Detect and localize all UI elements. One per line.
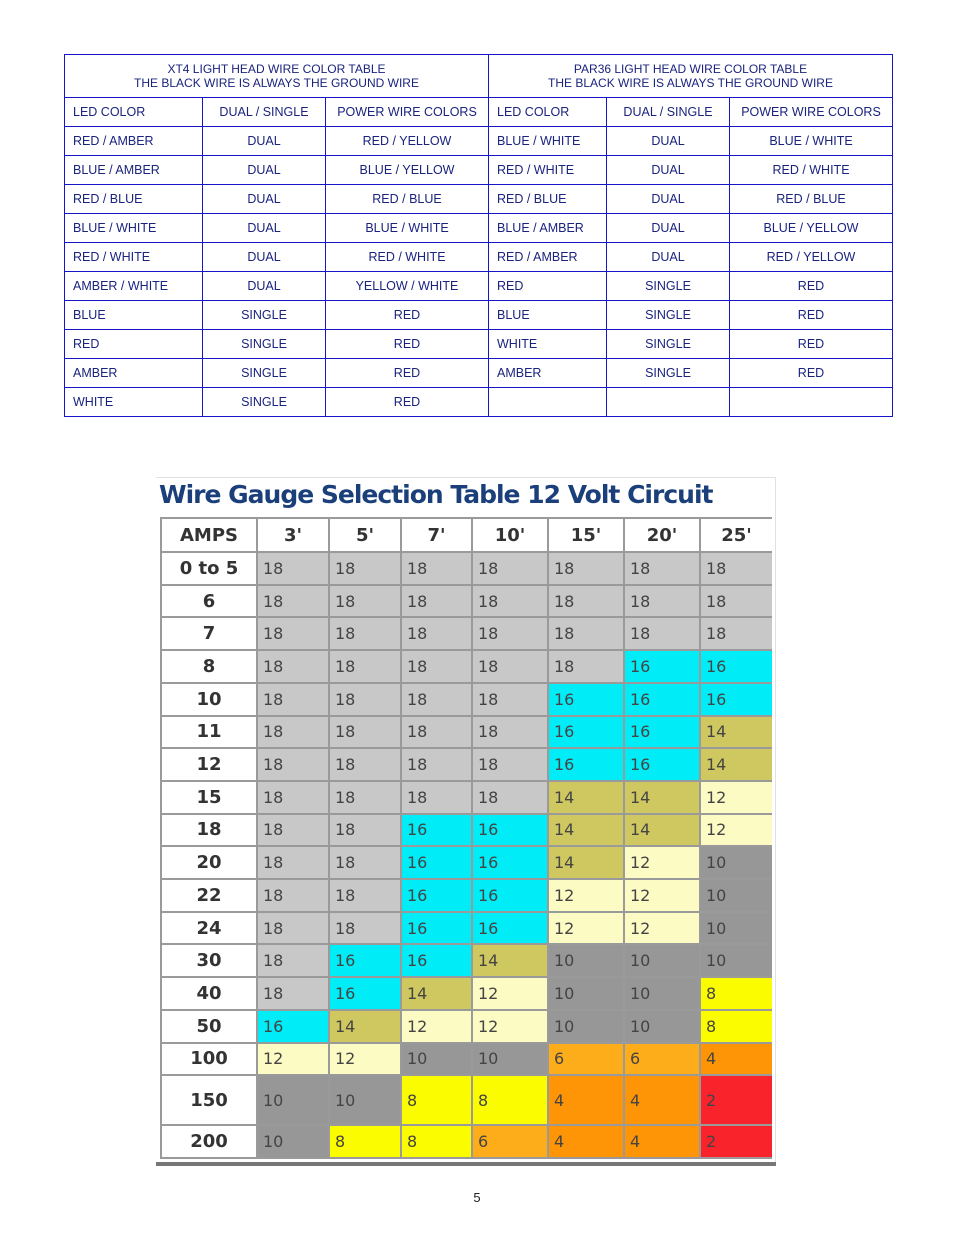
gauge-value-cell: 14 [625, 815, 699, 846]
gauge-value-cell: 8 [402, 1126, 471, 1157]
gauge-value-cell: 14 [701, 717, 772, 748]
length-column-header: 15' [549, 519, 623, 551]
gauge-value-cell: 6 [549, 1044, 623, 1075]
xt4-cell: DUAL [203, 214, 326, 243]
gauge-value-cell: 18 [402, 684, 471, 715]
length-column-header: 25' [701, 519, 772, 551]
xt4-cell: AMBER [65, 359, 203, 388]
par36-cell: RED / WHITE [730, 156, 893, 185]
xt4-cell: AMBER / WHITE [65, 272, 203, 301]
gauge-value-cell: 10 [473, 1044, 547, 1075]
par36-cell: BLUE / WHITE [730, 127, 893, 156]
par36-cell: BLUE / AMBER [489, 214, 607, 243]
length-column-header: 7' [402, 519, 471, 551]
gauge-value-cell: 18 [549, 553, 623, 584]
xt4-cell: DUAL [203, 156, 326, 185]
amps-column-header: AMPS [162, 519, 256, 551]
gauge-value-cell: 6 [473, 1126, 547, 1157]
gauge-value-cell: 12 [701, 815, 772, 846]
gauge-value-cell: 18 [258, 749, 328, 780]
xt4-ground-note: THE BLACK WIRE IS ALWAYS THE GROUND WIRE [134, 76, 419, 90]
table-row [65, 127, 893, 156]
table-row [65, 243, 893, 272]
gauge-value-cell: 18 [258, 847, 328, 878]
gauge-value-cell: 18 [549, 618, 623, 649]
amps-value: 0 to 5 [162, 553, 256, 584]
gauge-value-cell: 16 [625, 717, 699, 748]
par36-cell: BLUE / WHITE [489, 127, 607, 156]
gauge-value-cell: 16 [402, 815, 471, 846]
gauge-value-cell: 16 [330, 945, 400, 976]
gauge-value-cell: 14 [549, 815, 623, 846]
gauge-value-cell: 18 [330, 684, 400, 715]
gauge-value-cell: 18 [330, 782, 400, 813]
xt4-cell: RED / AMBER [65, 127, 203, 156]
gauge-value-cell: 18 [258, 717, 328, 748]
gauge-value-cell: 12 [701, 782, 772, 813]
gauge-value-cell: 18 [330, 913, 400, 944]
gauge-value-cell: 8 [701, 978, 772, 1009]
gauge-value-cell: 16 [473, 815, 547, 846]
amps-value: 7 [162, 618, 256, 649]
gauge-value-cell: 10 [701, 847, 772, 878]
par36-column-header: DUAL / SINGLE [607, 98, 730, 127]
gauge-value-cell: 18 [258, 815, 328, 846]
table-row [65, 301, 893, 330]
amps-value: 40 [162, 978, 256, 1009]
gauge-value-cell: 16 [258, 1011, 328, 1042]
gauge-value-cell: 14 [549, 782, 623, 813]
gauge-value-cell: 12 [625, 847, 699, 878]
gauge-value-cell: 16 [402, 945, 471, 976]
gauge-value-cell: 8 [330, 1126, 400, 1157]
amps-value: 20 [162, 847, 256, 878]
gauge-value-cell: 18 [549, 586, 623, 617]
amps-value: 15 [162, 782, 256, 813]
xt4-cell: RED [326, 359, 489, 388]
gauge-value-cell: 10 [402, 1044, 471, 1075]
gauge-value-cell: 18 [330, 815, 400, 846]
gauge-value-cell: 12 [258, 1044, 328, 1075]
par36-cell: DUAL [607, 185, 730, 214]
gauge-value-cell: 18 [701, 586, 772, 617]
gauge-value-cell: 12 [473, 978, 547, 1009]
gauge-value-cell: 18 [473, 586, 547, 617]
amps-value: 8 [162, 651, 256, 682]
gauge-value-cell: 10 [258, 1126, 328, 1157]
par36-cell: SINGLE [607, 301, 730, 330]
par36-cell: RED / AMBER [489, 243, 607, 272]
xt4-cell: BLUE [65, 301, 203, 330]
par36-ground-note: THE BLACK WIRE IS ALWAYS THE GROUND WIRE [548, 76, 833, 90]
gauge-value-cell: 10 [701, 913, 772, 944]
gauge-value-cell: 10 [701, 945, 772, 976]
gauge-value-cell: 18 [701, 618, 772, 649]
par36-cell: RED [730, 301, 893, 330]
gauge-value-cell: 14 [549, 847, 623, 878]
par36-cell: RED / YELLOW [730, 243, 893, 272]
amps-value: 10 [162, 684, 256, 715]
xt4-title-line: XT4 LIGHT HEAD WIRE COLOR TABLE [167, 62, 386, 76]
gauge-value-cell: 14 [473, 945, 547, 976]
gauge-value-cell: 18 [258, 880, 328, 911]
gauge-value-cell: 18 [402, 586, 471, 617]
gauge-value-cell: 16 [473, 880, 547, 911]
xt4-cell: RED [326, 388, 489, 417]
gauge-value-cell: 18 [402, 553, 471, 584]
gauge-value-cell: 10 [549, 1011, 623, 1042]
gauge-value-cell: 18 [258, 618, 328, 649]
gauge-value-cell: 10 [701, 880, 772, 911]
xt4-cell: SINGLE [203, 301, 326, 330]
gauge-value-cell: 4 [625, 1076, 699, 1124]
gauge-value-cell: 18 [330, 880, 400, 911]
amps-value: 30 [162, 945, 256, 976]
xt4-cell: RED / WHITE [326, 243, 489, 272]
gauge-value-cell: 18 [330, 847, 400, 878]
xt4-cell: WHITE [65, 388, 203, 417]
gauge-value-cell: 6 [625, 1044, 699, 1075]
gauge-value-cell: 18 [402, 651, 471, 682]
gauge-value-cell: 18 [625, 618, 699, 649]
gauge-value-cell: 18 [625, 553, 699, 584]
gauge-value-cell: 10 [625, 1011, 699, 1042]
amps-value: 18 [162, 815, 256, 846]
gauge-value-cell: 16 [402, 880, 471, 911]
xt4-cell: SINGLE [203, 359, 326, 388]
par36-cell: AMBER [489, 359, 607, 388]
length-column-header: 3' [258, 519, 328, 551]
par36-cell: RED / BLUE [730, 185, 893, 214]
gauge-value-cell: 16 [473, 913, 547, 944]
panel-bottom-rule [156, 1162, 776, 1166]
par36-cell: SINGLE [607, 272, 730, 301]
gauge-value-cell: 12 [473, 1011, 547, 1042]
gauge-value-cell: 18 [402, 717, 471, 748]
gauge-value-cell: 18 [473, 651, 547, 682]
amps-value: 100 [162, 1044, 256, 1075]
gauge-value-cell: 14 [701, 749, 772, 780]
xt4-cell: BLUE / AMBER [65, 156, 203, 185]
length-column-header: 5' [330, 519, 400, 551]
par36-cell: SINGLE [607, 330, 730, 359]
par36-cell: DUAL [607, 243, 730, 272]
par36-cell: DUAL [607, 127, 730, 156]
wire-table-title-row [65, 55, 893, 98]
gauge-value-cell: 16 [625, 749, 699, 780]
amps-value: 22 [162, 880, 256, 911]
gauge-value-cell: 16 [330, 978, 400, 1009]
gauge-value-cell: 16 [473, 847, 547, 878]
gauge-value-cell: 16 [549, 749, 623, 780]
xt4-column-header: DUAL / SINGLE [203, 98, 326, 127]
xt4-cell: RED / WHITE [65, 243, 203, 272]
gauge-value-cell: 12 [330, 1044, 400, 1075]
par36-cell: RED / BLUE [489, 185, 607, 214]
xt4-cell: DUAL [203, 272, 326, 301]
xt4-cell: BLUE / YELLOW [326, 156, 489, 185]
par36-cell [730, 388, 893, 417]
gauge-table-title: Wire Gauge Selection Table 12 Volt Circuit [159, 480, 713, 509]
xt4-cell: DUAL [203, 127, 326, 156]
xt4-cell: RED [65, 330, 203, 359]
xt4-cell: RED [326, 330, 489, 359]
gauge-value-cell: 16 [625, 651, 699, 682]
xt4-cell: BLUE / WHITE [65, 214, 203, 243]
gauge-value-cell: 18 [330, 651, 400, 682]
gauge-value-cell: 4 [549, 1076, 623, 1124]
gauge-value-cell: 14 [330, 1011, 400, 1042]
table-row [65, 156, 893, 185]
gauge-value-cell: 18 [258, 684, 328, 715]
gauge-value-cell: 10 [258, 1076, 328, 1124]
gauge-value-cell: 18 [473, 749, 547, 780]
gauge-value-cell: 14 [402, 978, 471, 1009]
par36-column-header: POWER WIRE COLORS [730, 98, 893, 127]
gauge-value-cell: 10 [549, 978, 623, 1009]
xt4-cell: DUAL [203, 185, 326, 214]
table-row [65, 359, 893, 388]
gauge-value-cell: 18 [330, 618, 400, 649]
par36-table-title [489, 55, 893, 98]
gauge-value-cell: 18 [473, 782, 547, 813]
gauge-value-cell: 12 [625, 913, 699, 944]
gauge-value-cell: 18 [701, 553, 772, 584]
gauge-value-cell: 18 [473, 684, 547, 715]
par36-cell [607, 388, 730, 417]
gauge-value-cell: 10 [549, 945, 623, 976]
gauge-value-cell: 16 [402, 913, 471, 944]
gauge-value-cell: 18 [258, 945, 328, 976]
gauge-value-cell: 18 [258, 553, 328, 584]
gauge-value-cell: 18 [473, 553, 547, 584]
gauge-value-cell: 18 [473, 717, 547, 748]
gauge-value-cell: 8 [402, 1076, 471, 1124]
xt4-column-header: LED COLOR [65, 98, 203, 127]
xt4-cell: YELLOW / WHITE [326, 272, 489, 301]
amps-value: 12 [162, 749, 256, 780]
gauge-value-cell: 18 [625, 586, 699, 617]
gauge-value-cell: 16 [625, 684, 699, 715]
gauge-value-cell: 18 [258, 586, 328, 617]
gauge-value-cell: 18 [473, 618, 547, 649]
table-row [65, 330, 893, 359]
xt4-cell: RED / BLUE [65, 185, 203, 214]
par36-cell: RED [489, 272, 607, 301]
wire-color-table [64, 54, 893, 417]
par36-cell: BLUE [489, 301, 607, 330]
gauge-value-cell: 18 [402, 618, 471, 649]
gauge-value-cell: 12 [549, 913, 623, 944]
par36-cell: DUAL [607, 214, 730, 243]
gauge-value-cell: 16 [701, 684, 772, 715]
par36-cell: SINGLE [607, 359, 730, 388]
length-column-header: 10' [473, 519, 547, 551]
gauge-value-cell: 16 [549, 684, 623, 715]
wire-gauge-selection-panel [156, 477, 776, 1166]
table-row [65, 185, 893, 214]
par36-cell: RED [730, 359, 893, 388]
xt4-cell: RED / YELLOW [326, 127, 489, 156]
gauge-value-cell: 10 [625, 978, 699, 1009]
par36-cell [489, 388, 607, 417]
gauge-value-cell: 10 [625, 945, 699, 976]
par36-cell: WHITE [489, 330, 607, 359]
gauge-value-cell: 16 [701, 651, 772, 682]
table-row [65, 272, 893, 301]
gauge-value-cell: 2 [701, 1076, 772, 1124]
gauge-value-cell: 18 [258, 913, 328, 944]
table-row [65, 388, 893, 417]
wire-table-header-row [65, 98, 893, 127]
gauge-value-cell: 18 [549, 651, 623, 682]
xt4-column-header: POWER WIRE COLORS [326, 98, 489, 127]
gauge-value-cell: 16 [402, 847, 471, 878]
gauge-value-cell: 18 [330, 749, 400, 780]
gauge-value-cell: 18 [330, 553, 400, 584]
gauge-value-cell: 4 [701, 1044, 772, 1075]
table-row [65, 214, 893, 243]
amps-value: 24 [162, 913, 256, 944]
gauge-value-cell: 10 [330, 1076, 400, 1124]
par36-cell: DUAL [607, 156, 730, 185]
amps-value: 200 [162, 1126, 256, 1157]
gauge-value-cell: 18 [258, 782, 328, 813]
gauge-value-cell: 12 [549, 880, 623, 911]
xt4-cell: BLUE / WHITE [326, 214, 489, 243]
amps-value: 11 [162, 717, 256, 748]
gauge-value-cell: 18 [258, 651, 328, 682]
xt4-cell: SINGLE [203, 330, 326, 359]
par36-cell: RED [730, 272, 893, 301]
xt4-cell: DUAL [203, 243, 326, 272]
gauge-value-cell: 18 [258, 978, 328, 1009]
gauge-value-cell: 12 [402, 1011, 471, 1042]
gauge-value-cell: 18 [330, 586, 400, 617]
gauge-value-cell: 18 [402, 749, 471, 780]
amps-value: 6 [162, 586, 256, 617]
amps-value: 50 [162, 1011, 256, 1042]
gauge-value-cell: 16 [549, 717, 623, 748]
amps-value: 150 [162, 1076, 256, 1124]
gauge-value-cell: 4 [625, 1126, 699, 1157]
par36-cell: RED / WHITE [489, 156, 607, 185]
par36-title-line: PAR36 LIGHT HEAD WIRE COLOR TABLE [573, 62, 808, 76]
length-column-header: 20' [625, 519, 699, 551]
gauge-value-cell: 4 [549, 1126, 623, 1157]
xt4-cell: RED / BLUE [326, 185, 489, 214]
gauge-value-cell: 12 [625, 880, 699, 911]
par36-cell: BLUE / YELLOW [730, 214, 893, 243]
xt4-cell: SINGLE [203, 388, 326, 417]
gauge-value-cell: 18 [402, 782, 471, 813]
gauge-value-cell: 18 [330, 717, 400, 748]
xt4-cell: RED [326, 301, 489, 330]
gauge-value-cell: 8 [473, 1076, 547, 1124]
xt4-table-title [65, 55, 489, 98]
gauge-value-cell: 8 [701, 1011, 772, 1042]
par36-column-header: LED COLOR [489, 98, 607, 127]
page-number: 5 [473, 1190, 481, 1205]
gauge-table-grid [160, 517, 772, 1159]
par36-cell: RED [730, 330, 893, 359]
gauge-value-cell: 14 [625, 782, 699, 813]
gauge-value-cell: 2 [701, 1126, 772, 1157]
